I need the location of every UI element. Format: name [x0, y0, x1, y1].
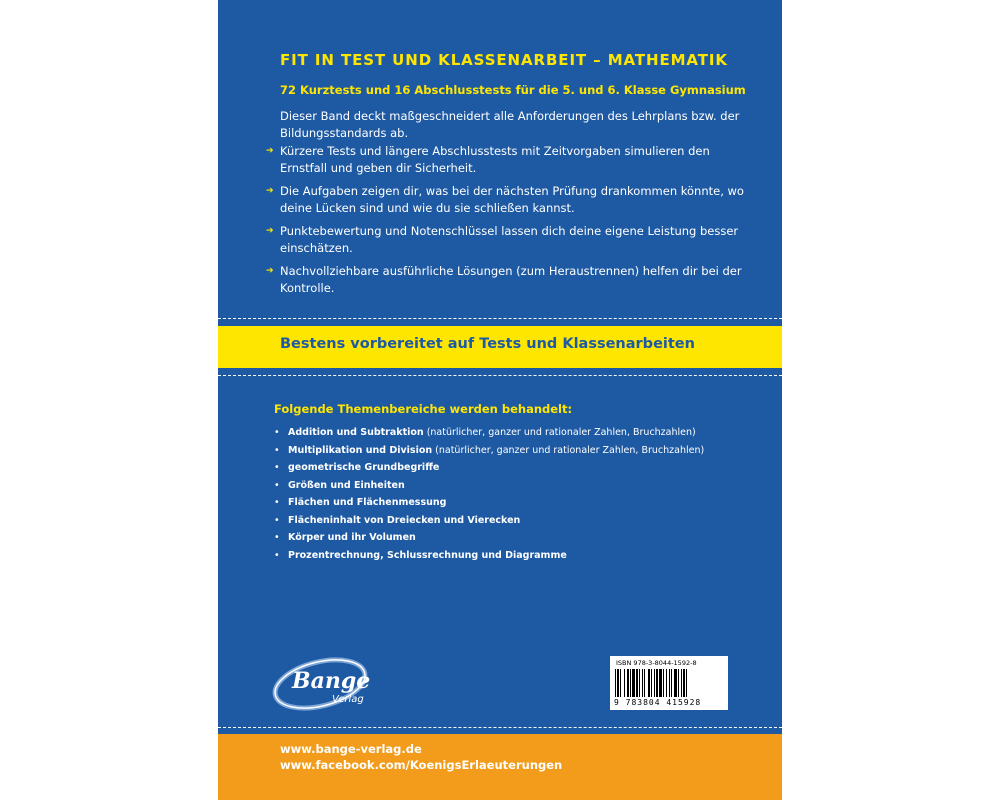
intro-text: Dieser Band deckt maßgeschneidert alle Anforderungen des Lehrplans bzw. der Bildungsstandards ab. [280, 109, 740, 140]
arrow-right-icon: ➔ [266, 266, 274, 276]
topic-item: • Körper und ihr Volumen [274, 532, 416, 543]
band-slogan: Bestens vorbereitet auf Tests und Klassenarbeiten [280, 336, 695, 352]
barcode-digits: 9 783804 415928 [614, 698, 702, 707]
feature-item: ➔ Nachvollziehbare ausführliche Lösungen (zum Heraustrennen) helfen dir bei der Kontrolle. [266, 264, 742, 295]
book-back-cover [218, 0, 782, 800]
topic-item: • geometrische Grundbegriffe [274, 462, 440, 473]
topic-item: • Flächen und Flächenmessung [274, 497, 447, 508]
bullet-icon: • [274, 444, 280, 456]
bullet-icon: • [274, 427, 280, 438]
topics-heading: Folgende Themenbereiche werden behandelt: [274, 402, 573, 416]
publisher-logo [268, 650, 398, 720]
topic-item: • Addition und Subtraktion (natürlicher, ganzer und rationaler Zahlen, Bruchzahlen) [274, 427, 696, 438]
isbn-barcode [610, 656, 728, 710]
bullet-icon: • [274, 514, 280, 526]
arrow-right-icon: ➔ [266, 146, 274, 156]
topic-item: • Größen und Einheiten [274, 479, 405, 491]
bullet-icon: • [274, 497, 280, 508]
feature-item: ➔ Die Aufgaben zeigen dir, was bei der nächsten Prüfung drankommen könnte, wo deine Lücken sind und wie du sie schließen kannst. [266, 184, 744, 215]
topics-list [274, 426, 774, 566]
barcode-icon [614, 669, 724, 697]
dashed-divider [218, 727, 782, 728]
arrow-right-icon: ➔ [266, 186, 274, 196]
feature-list [266, 143, 756, 303]
bullet-icon: • [274, 532, 280, 543]
footer-band [218, 734, 782, 800]
dashed-divider [218, 318, 782, 319]
feature-item: ➔ Kürzere Tests und längere Abschlusstests mit Zeitvorgaben simulieren den Ernstfall und geben dir Sicherheit. [266, 144, 710, 175]
topic-item: • Flächeninhalt von Dreiecken und Vierecken [274, 514, 521, 526]
logo-name: Bange [292, 668, 371, 694]
book-subtitle: 72 Kurztests und 16 Abschlusstests für die 5. und 6. Klasse Gymnasium [280, 83, 746, 97]
isbn-number: ISBN 978-3-8044-1592-8 [616, 659, 697, 667]
highlight-band [218, 326, 782, 368]
arrow-right-icon: ➔ [266, 226, 274, 236]
facebook-link[interactable]: www.facebook.com/KoenigsErlaeuterungen [280, 758, 563, 772]
topic-item: • Prozentrechnung, Schlussrechnung und Diagramme [274, 549, 567, 561]
bullet-icon: • [274, 479, 280, 491]
website-link[interactable]: www.bange-verlag.de [280, 742, 422, 756]
dashed-divider [218, 375, 782, 376]
logo-subtitle: Verlag [332, 694, 364, 705]
feature-item: ➔ Punktebewertung und Notenschlüssel lassen dich deine eigene Leistung besser einschätzen. [266, 224, 739, 255]
bullet-icon: • [274, 462, 280, 473]
book-title: FIT IN TEST UND KLASSENARBEIT – MATHEMATIK [280, 51, 728, 69]
bullet-icon: • [274, 549, 280, 561]
topic-item: • Multiplikation und Division (natürlicher, ganzer und rationaler Zahlen, Bruchzahlen) [274, 444, 705, 456]
